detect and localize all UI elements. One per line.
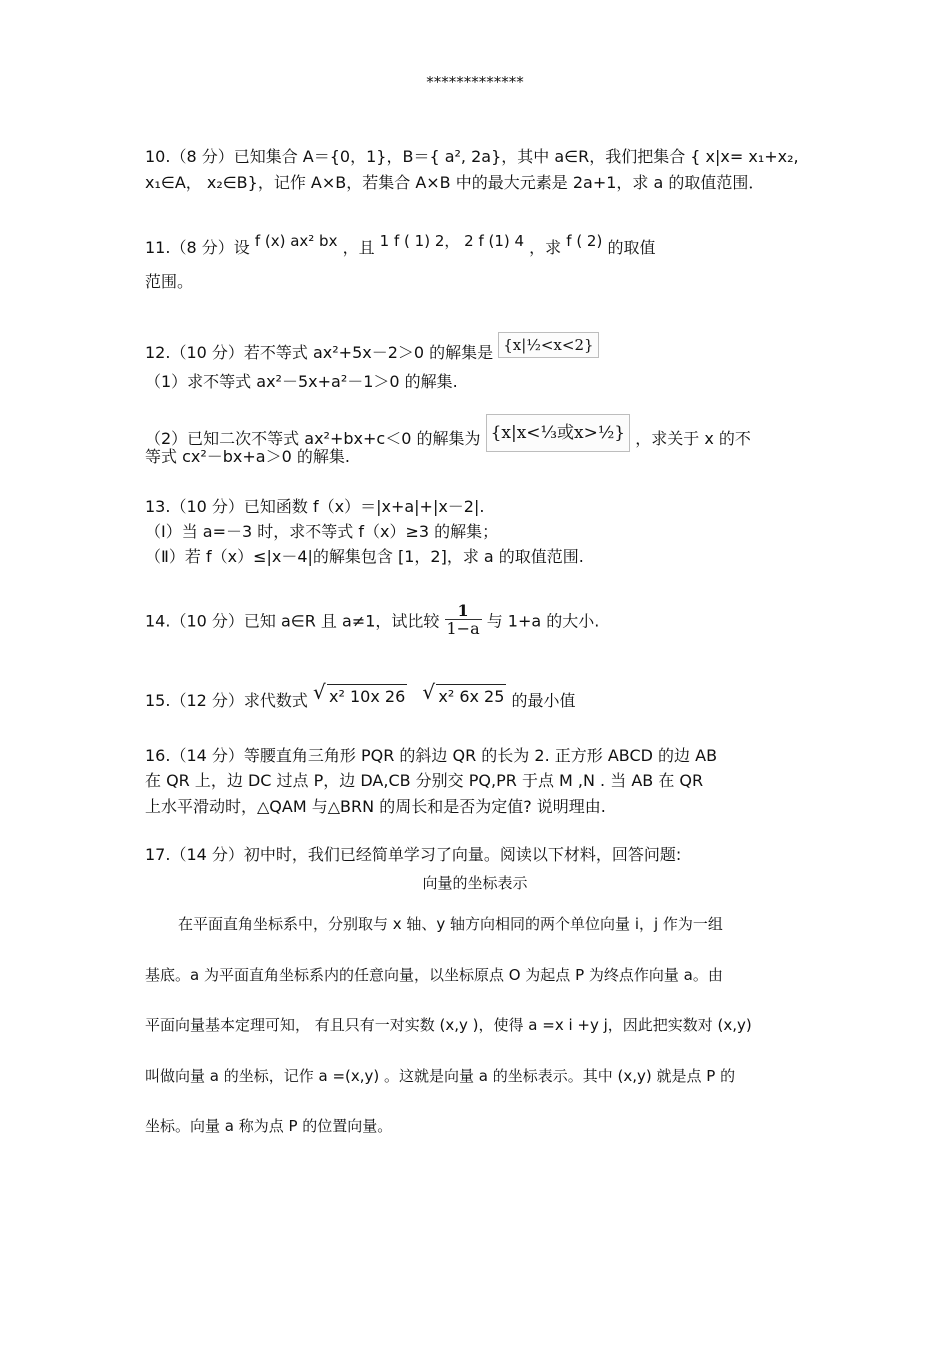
q17-heading: 向量的坐标表示	[422, 874, 528, 892]
sqrt-icon: √	[313, 680, 326, 704]
q14-fraction-numerator: 1	[457, 601, 469, 620]
q17-paragraph-line3: 平面向量基本定理可知， 有且只有一对实数 (x,y )，使得 a =x i +y j，因此把实数对 (x,y)	[145, 1016, 752, 1034]
q11-formula3: f ( 2)	[566, 232, 603, 250]
sqrt-icon: √	[422, 680, 436, 704]
q15-root2-radicand: x² 6x 25	[436, 684, 506, 707]
q14-fraction-denominator: 1−a	[446, 619, 480, 638]
q17-paragraph-line4: 叫做向量 a 的坐标，记作 a =(x,y) 。这就是向量 a 的坐标表示。其中 (x,y) 就是点 P 的	[145, 1067, 736, 1085]
q11-part4: 的取值	[607, 238, 656, 257]
q12-text1: 12.（10 分）若不等式 ax²+5x－2＞0 的解集是	[145, 343, 494, 362]
q15-part1: 15.（12 分）求代数式	[145, 691, 308, 710]
header-stars: *************	[426, 73, 524, 91]
q15-line	[145, 680, 576, 711]
q16-line1: 16.（14 分）等腰直角三角形 PQR 的斜边 QR 的长为 2. 正方形 ABCD 的边 AB	[145, 746, 718, 765]
q14-line	[145, 601, 600, 639]
q12-sub1: （1）求不等式 ax²－5x+a²－1＞0 的解集.	[145, 372, 458, 391]
q16-line2: 在 QR 上，边 DC 过点 P，边 DA,CB 分别交 PQ,PR 于点 M ,N . 当 AB 在 QR	[145, 771, 704, 790]
q11-line2: 范围。	[145, 272, 194, 291]
q12-sub2-text-a: （2）已知二次不等式 ax²+bx+c＜0 的解集为	[145, 429, 481, 448]
q17-paragraph-line5: 坐标。向量 a 称为点 P 的位置向量。	[145, 1117, 393, 1135]
q13-line3: （Ⅱ）若 f（x）≤|x－4|的解集包含 [1，2]，求 a 的取值范围.	[145, 547, 584, 566]
q17-paragraph-line2: 基底。a 为平面直角坐标系内的任意向量，以坐标原点 O 为起点 P 为终点作向量 a。由	[145, 966, 723, 984]
q14-fraction	[445, 603, 482, 637]
q11-line1	[145, 232, 656, 258]
q17-line1: 17.（14 分）初中时，我们已经简单学习了向量。阅读以下材料，回答问题:	[145, 845, 682, 864]
q17-paragraph-line1: 在平面直角坐标系中，分别取与 x 轴、y 轴方向相同的两个单位向量 i，j 作为一组	[178, 915, 723, 933]
q11-part3: ，求	[529, 238, 562, 257]
q15-part2: 的最小值	[511, 691, 576, 710]
q14-part1: 14.（10 分）已知 a∈R 且 a≠1，试比较	[145, 611, 440, 631]
q10-line2: x₁∈A， x₂∈B}，记作 A×B，若集合 A×B 中的最大元素是 2a+1，求 a 的取值范围．	[145, 173, 765, 192]
q12-line1	[145, 336, 599, 366]
q14-part2: 与 1+a 的大小.	[486, 611, 600, 631]
q13-line1: 13.（10 分）已知函数 f（x）＝|x+a|+|x－2|.	[145, 497, 485, 516]
q15-root1-radicand: x² 10x 26	[327, 684, 407, 707]
q12-sub2-line2: 等式 cx²－bx+a＞0 的解集.	[145, 447, 350, 466]
q16-line3: 上水平滑动时，△QAM 与△BRN 的周长和是否为定值? 说明理由.	[145, 797, 606, 816]
q12-solution-set-image: {x|½<x<2}	[498, 332, 598, 358]
q12-sub2-text-b: ，求关于 x 的不	[635, 429, 751, 448]
q13-line2: （Ⅰ）当 a=－3 时，求不等式 f（x）≥3 的解集；	[145, 522, 499, 541]
q11-part2: ，且	[342, 238, 375, 257]
q12-solution-set2-image: {x|x<⅓或x>½}	[486, 414, 631, 452]
q11-formula1: f (x) ax² bx	[254, 232, 338, 250]
q11-part1: 11.（8 分）设	[145, 238, 250, 257]
q11-formula2: 1 f ( 1) 2， 2 f (1) 4	[379, 232, 525, 250]
q10-line1: 10.（8 分）已知集合 A＝{0，1}，B＝{ a², 2a}，其中 a∈R，我们把集合 { x|x= x₁+x₂,	[145, 147, 799, 166]
q15-root1	[313, 680, 407, 707]
q15-root2	[422, 680, 506, 707]
